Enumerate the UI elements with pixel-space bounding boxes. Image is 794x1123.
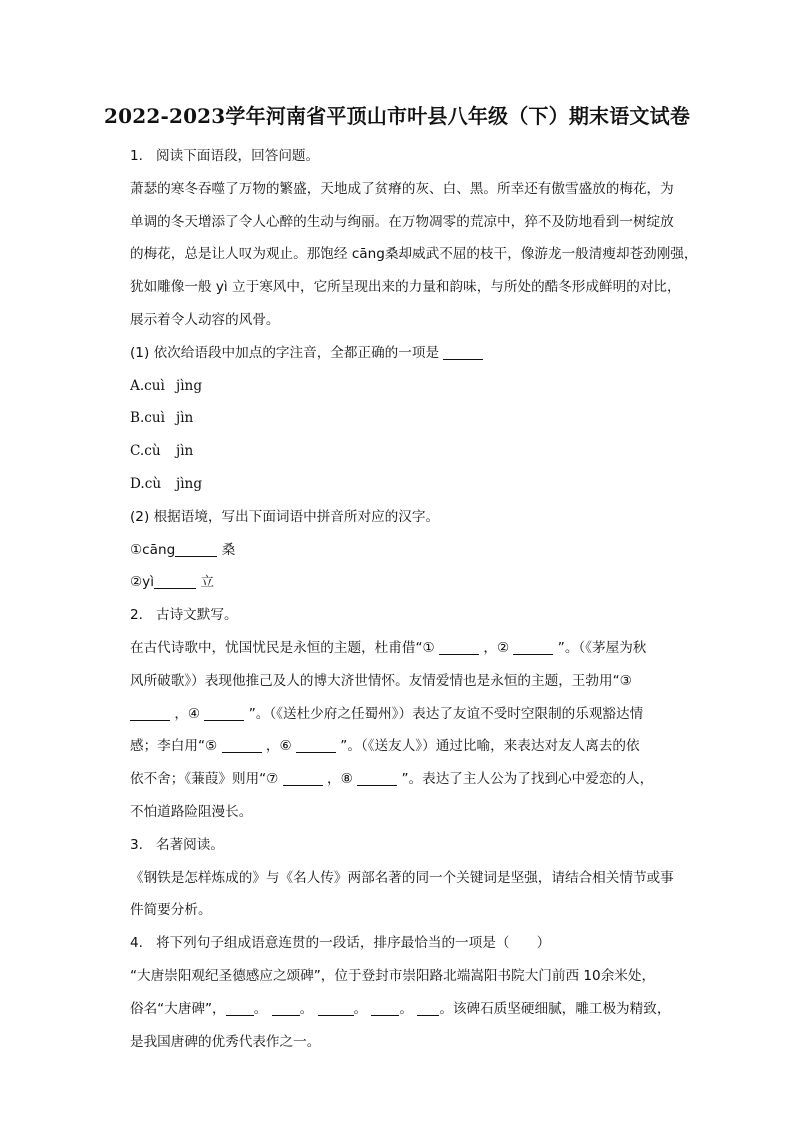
q4-sep: 。 [253,1000,268,1017]
q2-line [130,632,698,665]
q4-sep: 。 [299,1000,314,1017]
fill-prefix: ②yì [130,574,155,591]
q2-line [130,763,698,796]
answer-blank[interactable] [357,769,397,786]
q2-text: 在古代诗歌中，忧国忧民是永恒的主题，杜甫借“① [130,639,435,656]
option-a[interactable] [130,370,698,403]
option-label: B.cuì [130,410,166,427]
fill-prefix: ①cāng [130,541,176,558]
option-pinyin: jìng [176,475,203,492]
option-pinyin: jìng [176,377,203,394]
answer-blank[interactable] [175,540,217,557]
answer-blank[interactable] [226,999,254,1016]
q1-passage-line: 单调的冬天增添了令人心醉的生动与绚丽。在万物凋零的荒凉中，猝不及防地看到一树绽放 [130,213,674,230]
q4-sep: 。 [399,1000,414,1017]
answer-blank[interactable] [130,704,170,721]
question-3-number: 3. [130,836,143,853]
q1-sub1 [130,337,698,370]
q2-text: ，⑧ [327,771,353,788]
fill-suffix: 桑 [221,541,236,558]
q1-sub2: (2) 根据语境，写出下面词语中拼音所对应的汉字。 [130,508,440,525]
q2-line: 不怕道路险阻漫长。 [130,803,253,820]
answer-blank[interactable] [222,736,262,753]
q4-line: 是我国唐碑的优秀代表作之一。 [130,1033,321,1050]
q2-text: ，② [483,639,510,656]
question-2-heading [130,599,698,632]
q1-fill-1 [130,534,698,567]
fill-suffix: 立 [200,574,214,591]
option-c[interactable] [130,435,698,468]
q2-text: ”。表达了主人公为了找到心中爱恋的人， [401,771,654,788]
question-4-prompt: 将下列句子组成语意连贯的一段话，排序最恰当的一项是（ ） [156,935,551,952]
question-3-heading [130,829,698,862]
option-label: A.cuì [130,377,165,394]
q1-passage-line: 展示着令人动容的风骨。 [130,311,280,328]
answer-blank[interactable] [296,736,336,753]
q1-passage-line: 犹如雕像一般 yì 立于寒风中，它所呈现出来的力量和韵味，与所处的酷冬形成鲜明的对比， [130,279,681,296]
question-2-number: 2. [130,607,143,624]
question-1-prompt: 阅读下面语段，回答问题。 [156,148,320,164]
q2-line: 风所破歌》）表现他推己及人的博大济世情怀。友情爱情也是永恒的主题，王勃用“③ [130,672,632,689]
exam-content [130,140,698,1058]
q2-text: ，⑥ [265,738,292,755]
option-pinyin: jìn [176,443,194,460]
question-1-number: 1. [130,148,143,164]
q4-line: “大唐崇阳观纪圣德感应之颂碑”，位于登封市崇阳路北端嵩阳书院大门前西 10余米处， [130,967,656,984]
answer-blank[interactable] [154,572,196,589]
q1-passage-line: 萧瑟的寒冬吞噬了万物的繁盛，天地成了贫瘠的灰、白、黑。所幸还有傲雪盛放的梅花，为 [130,180,674,197]
answer-blank[interactable] [272,999,300,1016]
question-1-heading [130,140,698,173]
q3-line: 《钢铁是怎样炼成的》与《名人传》两部名著的同一个关键词是坚强，请结合相关情节或事 [130,869,674,886]
answer-blank[interactable] [204,704,244,721]
option-b[interactable] [130,402,698,435]
answer-blank[interactable] [443,343,483,360]
q4-sep: 。 [353,1000,368,1017]
q2-line [130,730,698,763]
option-d[interactable] [130,468,698,501]
answer-blank[interactable] [318,999,354,1016]
q1-sub1-text: (1) 依次给语段中加点的字注音，全都正确的一项是 [130,344,440,361]
answer-blank[interactable] [283,769,323,786]
question-4-heading [130,927,698,960]
q3-line: 件简要分析。 [130,902,212,919]
question-4-number: 4. [130,935,143,952]
question-3-prompt: 名著阅读。 [156,836,224,853]
q2-text: ，④ [174,705,201,722]
q2-text: 感；李白用“⑤ [130,738,218,755]
q2-text: ”。（《茅屋为秋 [557,639,647,656]
q2-line [130,698,698,731]
q4-text: 俗名“大唐碑”， [130,1000,226,1017]
q2-text: ”。（《送友人》）通过比喻，来表达对友人离去的依 [340,738,640,755]
q4-text: 。该碑石质坚硬细腻，雕工极为精致， [439,1000,671,1017]
answer-blank[interactable] [417,999,439,1016]
q2-text: 依不舍；《蒹葭》则用“⑦ [130,771,279,788]
answer-blank[interactable] [513,638,553,655]
answer-blank[interactable] [371,999,399,1016]
page-title: 2022-2023学年河南省平顶山市叶县八年级（下）期末语文试卷 [103,104,691,128]
q1-fill-2 [130,566,698,599]
q2-text: ”。（《送杜少府之任蜀州》）表达了友谊不受时空限制的乐观豁达情 [248,705,644,722]
option-label: C.cù [130,443,161,460]
option-pinyin: jìn [176,410,194,427]
q4-line [130,993,698,1026]
q1-passage-line: 的梅花，总是让人叹为观止。那饱经 cāng桑却威武不屈的枝干，像游龙一般清瘦却苍劲刚强， [130,246,698,263]
answer-blank[interactable] [439,638,479,655]
option-label: D.cù [130,475,162,492]
question-2-prompt: 古诗文默写。 [156,607,238,624]
